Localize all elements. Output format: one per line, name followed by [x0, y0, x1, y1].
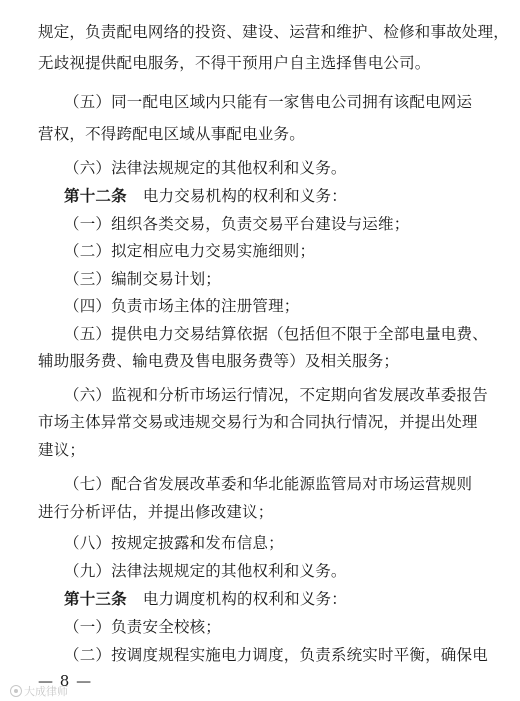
clause-line: （五）同一配电区域内只能有一家售电公司拥有该配电网运: [64, 93, 473, 111]
watermark: [10, 683, 68, 699]
clause-line: （一）负责安全校核；: [64, 618, 222, 636]
clause-line: （七）配合省发展改革委和华北能源监管局对市场运营规则: [64, 475, 473, 493]
paragraph-line: 无歧视提供配电服务，不得干预用户自主选择售电公司。: [38, 54, 431, 72]
paragraph-line: 规定，负责配电网络的投资、建设、运营和维护、检修和事故处理，: [38, 23, 510, 41]
clause-line: （八）按规定披露和发布信息；: [64, 534, 284, 552]
article-number: 第十二条: [64, 187, 127, 205]
clause-line: （九）法律法规规定的其他权利和义务。: [64, 562, 347, 580]
clause-line: （二）拟定相应电力交易实施细则；: [64, 242, 316, 260]
clause-line: （六）法律法规规定的其他权利和义务。: [64, 159, 347, 177]
article-heading: [64, 186, 514, 206]
paragraph-line: 进行分析评估，并提出修改建议；: [38, 503, 274, 521]
clause-line: （五）提供电力交易结算依据（包括但不限于全部电量电费、: [64, 325, 488, 343]
paragraph-line: 辅助服务费、输电费及售电服务费等）及相关服务；: [38, 352, 400, 370]
paragraph-line: 营权，不得跨配电区域从事配电业务。: [38, 125, 305, 143]
page-number: — 8 —: [38, 672, 93, 690]
article-heading: [64, 589, 514, 609]
clause-line: （四）负责市场主体的注册管理；: [64, 297, 300, 315]
clause-line: （三）编制交易计划；: [64, 270, 222, 288]
clause-line: （二）按调度规程实施电力调度，负责系统实时平衡，确保电: [64, 646, 488, 664]
article-number: 第十三条: [64, 590, 127, 608]
clause-line: （一）组织各类交易，负责交易平台建设与运维；: [64, 215, 410, 233]
article-title: 电力交易机构的权利和义务：: [142, 187, 347, 205]
watermark-logo-icon: [10, 685, 22, 697]
clause-line: （六）监视和分析市场运行情况，不定期向省发展改革委报告: [64, 386, 488, 404]
paragraph-line: 建议；: [38, 441, 86, 459]
paragraph-line: 市场主体异常交易或违规交易行为和合同执行情况，并提出处理: [38, 413, 478, 431]
article-title: 电力调度机构的权利和义务：: [142, 590, 347, 608]
watermark-text: 大成律师: [24, 685, 68, 698]
